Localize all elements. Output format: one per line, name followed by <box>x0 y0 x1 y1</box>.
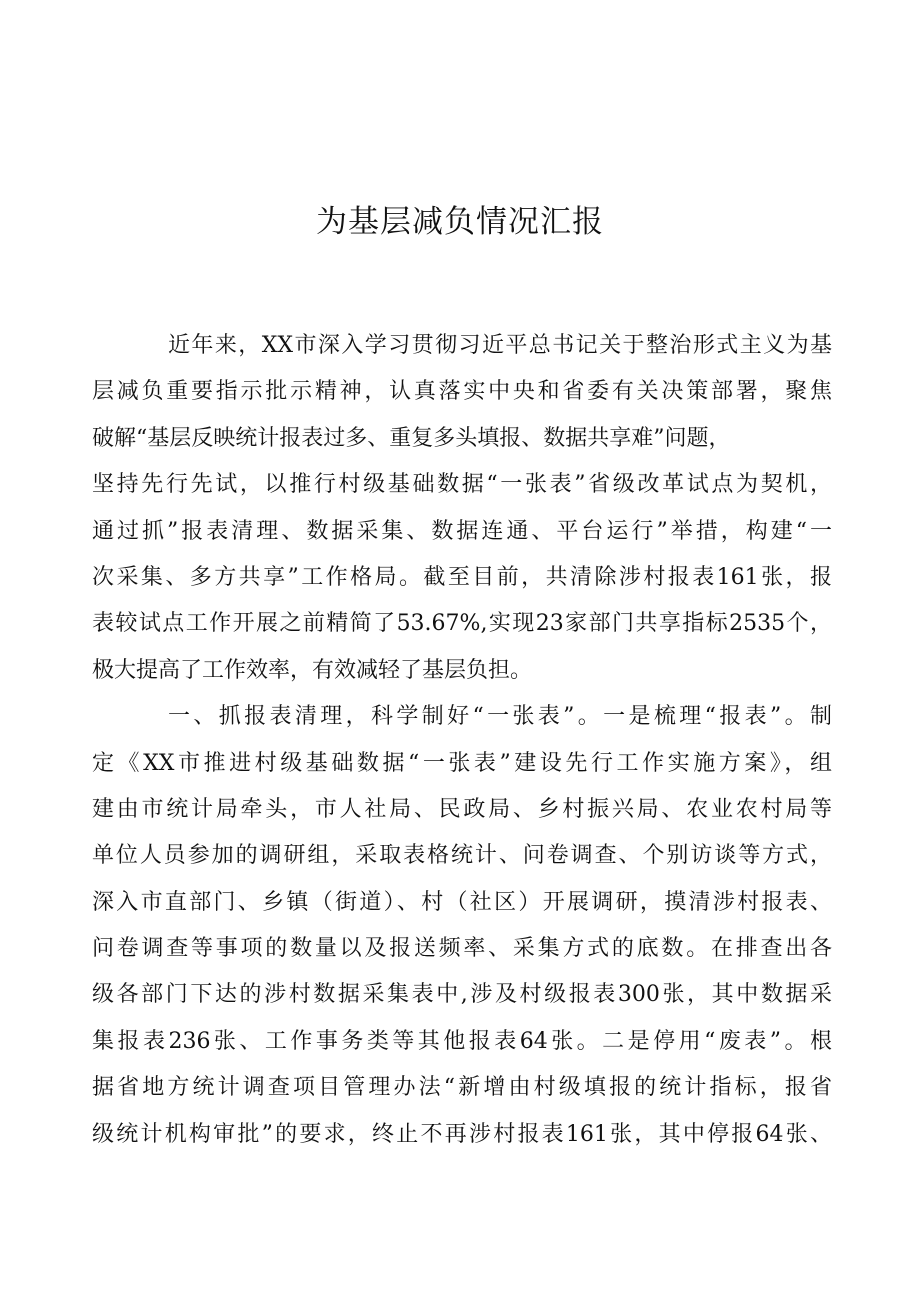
paragraph-line: 单位人员参加的调研组，采取表格统计、问卷调查、个别访谈等方式， <box>92 843 832 869</box>
paragraph-line: 通过抓”报表清理、数据采集、数据连通、平台运行”举措，构建“一 <box>92 518 832 544</box>
paragraph-line: 近年来，XX市深入学习贯彻习近平总书记关于整治形式主义为基 <box>168 333 832 358</box>
paragraph-line: 级各部门下达的涉村数据采集表中,涉及村级报表300张，其中数据采 <box>92 982 832 1008</box>
paragraph-line: 深入市直部门、乡镇（街道）、村（社区）开展调研，摸清涉村报表、 <box>92 889 832 915</box>
paragraph-line: 据省地方统计调查项目管理办法“新增由村级填报的统计指标，报省 <box>92 1075 832 1101</box>
document-body <box>92 323 832 1158</box>
paragraph-section-one <box>92 694 832 1158</box>
paragraph-intro <box>92 323 832 694</box>
paragraph-line: 层减负重要指示批示精神，认真落实中央和省委有关决策部署，聚焦 <box>92 379 832 405</box>
paragraph-line: 表较试点工作开展之前精简了53.67%,实现23家部门共享指标2535个， <box>92 611 832 637</box>
paragraph-line: 级统计机构审批”的要求，终止不再涉村报表161张，其中停报64张、 <box>92 1121 832 1147</box>
paragraph-line: 次采集、多方共享”工作格局。截至目前，共清除涉村报表161张，报 <box>92 564 832 590</box>
paragraph-line: 极大提高了工作效率，有效减轻了基层负担。 <box>92 657 533 683</box>
paragraph-line: 集报表236张、工作事务类等其他报表64张。二是停用“废表”。根 <box>92 1028 832 1054</box>
paragraph-line: 定《XX市推进村级基础数据“一张表”建设先行工作实施方案》，组 <box>92 750 832 776</box>
paragraph-line: 坚持先行先试，以推行村级基础数据“一张表”省级改革试点为契机， <box>92 472 832 498</box>
paragraph-line: 问卷调查等事项的数量以及报送频率、采集方式的底数。在排查出各 <box>92 936 832 962</box>
paragraph-line: 建由市统计局牵头，市人社局、民政局、乡村振兴局、农业农村局等 <box>92 796 832 822</box>
paragraph-line: 破解“基层反映统计报表过多、重复多头填报、数据共享难”问题， <box>92 425 731 451</box>
paragraph-line: 一、抓报表清理，科学制好“一张表”。一是梳理“报表”。制 <box>168 704 832 730</box>
page-title: 为基层减负情况汇报 <box>316 204 604 240</box>
